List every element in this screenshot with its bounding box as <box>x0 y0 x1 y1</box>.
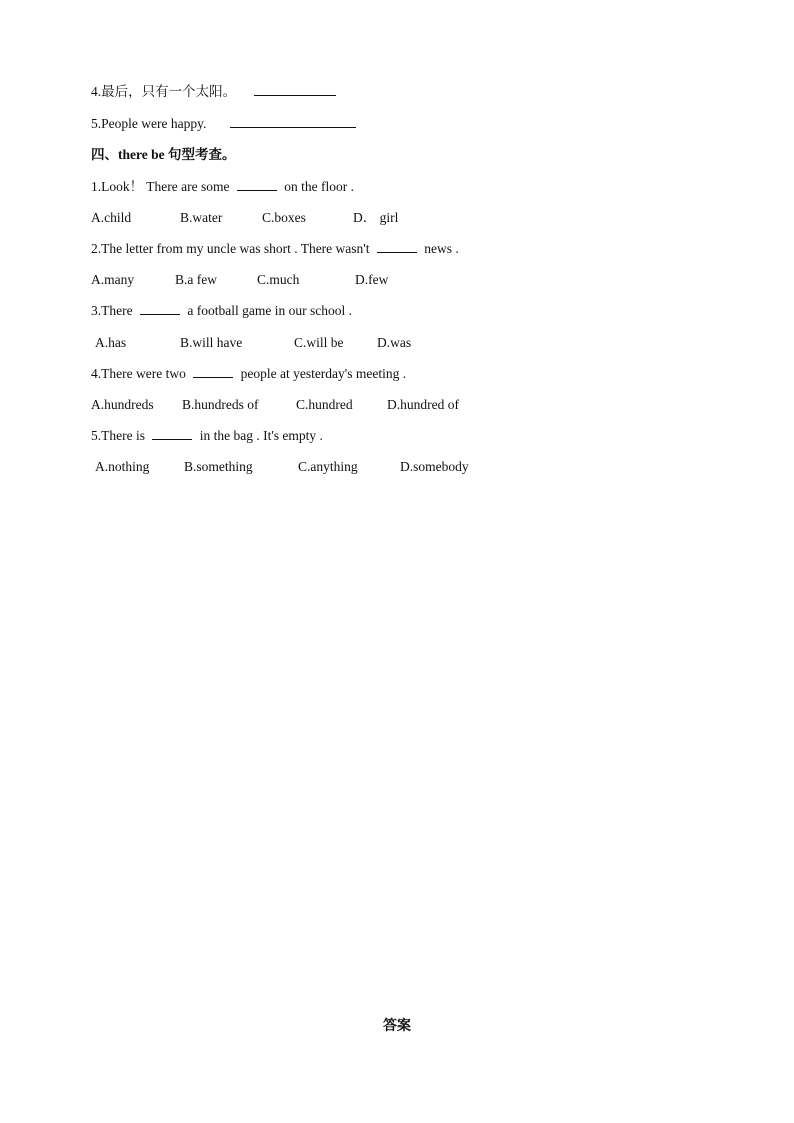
question-stem-after: news . <box>424 241 459 256</box>
question-5 <box>91 427 323 445</box>
question-stem-before: 2.The letter from my uncle was short . There wasn't <box>91 241 370 256</box>
question-stem-before: 5.There is <box>91 428 145 443</box>
answer-heading: 答案 <box>383 1019 411 1034</box>
option-b[interactable]: B.a few <box>175 272 217 287</box>
option-c[interactable]: C.much <box>257 272 300 287</box>
option-d[interactable]: D.few <box>355 272 389 287</box>
answer-blank[interactable] <box>193 365 233 378</box>
option-b[interactable]: B.hundreds of <box>182 397 259 412</box>
answer-blank[interactable] <box>377 240 417 253</box>
question-4 <box>91 365 406 383</box>
option-c[interactable]: C.hundred <box>296 397 353 412</box>
option-a[interactable]: A.many <box>91 272 135 287</box>
answer-blank[interactable] <box>140 302 180 315</box>
option-a[interactable]: A.child <box>91 210 132 225</box>
answer-blank[interactable] <box>254 83 336 96</box>
question-stem-before: 4.There were two <box>91 366 186 381</box>
question-stem-after: people at yesterday's meeting . <box>240 366 407 381</box>
section-heading: 四、there be 句型考查。 <box>91 147 236 162</box>
option-d[interactable]: D.somebody <box>400 459 469 474</box>
item-4-text: 4.最后，只有一个太阳。 <box>91 84 237 99</box>
option-c[interactable]: C.will be <box>294 335 344 350</box>
option-b[interactable]: B.water <box>180 210 223 225</box>
option-c[interactable]: C.boxes <box>262 210 306 225</box>
question-2 <box>91 240 459 258</box>
option-b[interactable]: B.something <box>184 459 253 474</box>
item-5-text: 5.People were happy. <box>91 116 207 131</box>
question-stem-before: 1.Look！ There are some <box>91 179 230 194</box>
option-a[interactable]: A.hundreds <box>91 397 154 412</box>
answer-blank[interactable] <box>237 178 277 191</box>
question-stem-after: on the floor . <box>284 179 354 194</box>
answer-blank[interactable] <box>152 427 192 440</box>
answer-blank[interactable] <box>230 115 356 128</box>
option-d[interactable]: D.was <box>377 335 412 350</box>
question-stem-after: in the bag . It's empty . <box>199 428 323 443</box>
option-b[interactable]: B.will have <box>180 335 243 350</box>
question-1 <box>91 178 354 196</box>
item-4-line <box>91 83 336 101</box>
question-stem-after: a football game in our school . <box>187 303 352 318</box>
option-c[interactable]: C.anything <box>298 459 358 474</box>
option-a[interactable]: A.nothing <box>95 459 150 474</box>
option-d[interactable]: D.hundred of <box>387 397 459 412</box>
item-5-line <box>91 115 356 133</box>
option-d[interactable]: D． girl <box>353 210 399 225</box>
question-stem-before: 3.There <box>91 303 133 318</box>
question-3 <box>91 302 352 320</box>
option-a[interactable]: A.has <box>95 335 127 350</box>
